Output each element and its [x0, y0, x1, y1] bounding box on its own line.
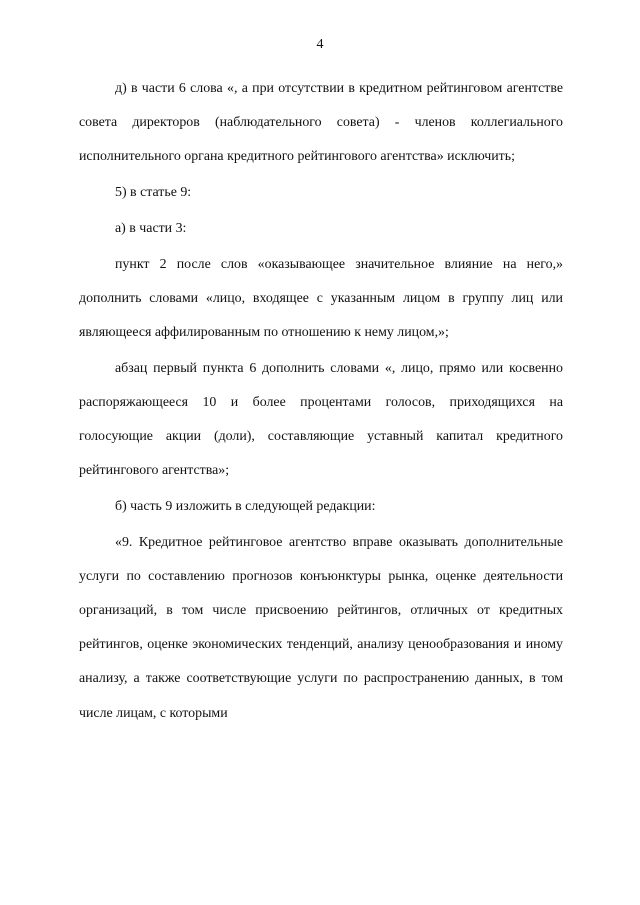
document-body	[79, 72, 563, 731]
paragraph-new-part-9-text: «9. Кредитное рейтинговое агентство вправе оказывать дополнительные услуги по составлению прогнозов конъюнктуры рынка, оценке деятельности организаций, в том числе присвоению рейтингов, отличных от кредитных рейтингов, оценке экономических тенденций, анализу ценообразования и иному анализу, а также соответствующие услуги по распространению данных, в том числе лицам, с которыми	[79, 534, 563, 721]
paragraph-a-part-3: а) в части 3:	[115, 220, 187, 236]
paragraph-article-9-heading: 5) в статье 9:	[115, 185, 192, 201]
paragraph-item-2: пункт 2 после слов «оказывающее значительное влияние на него,» дополнить словами «лицо, входящее с указанным лицом в группу лиц или являющееся аффилированным по отношению к нему лицом,»;	[79, 256, 563, 340]
paragraph-d-part-6: д) в части 6 слова «, а при отсутствии в кредитном рейтинговом агентстве совета директоров (наблюдательного совета) - членов коллегиального исполнительного органа кредитного рейтингового агентства» исключить;	[79, 81, 563, 165]
paragraph-item-6: абзац первый пункта 6 дополнить словами «, лицо, прямо или косвенно распоряжающееся 10 и более процентами голосов, приходящихся на голосующие акции (доли), составляющие уставный капитал кредитного рейтингового агентства»;	[79, 360, 563, 479]
paragraph-b-part-9: б) часть 9 изложить в следующей редакции:	[115, 498, 376, 514]
page-number: 4	[316, 37, 324, 52]
